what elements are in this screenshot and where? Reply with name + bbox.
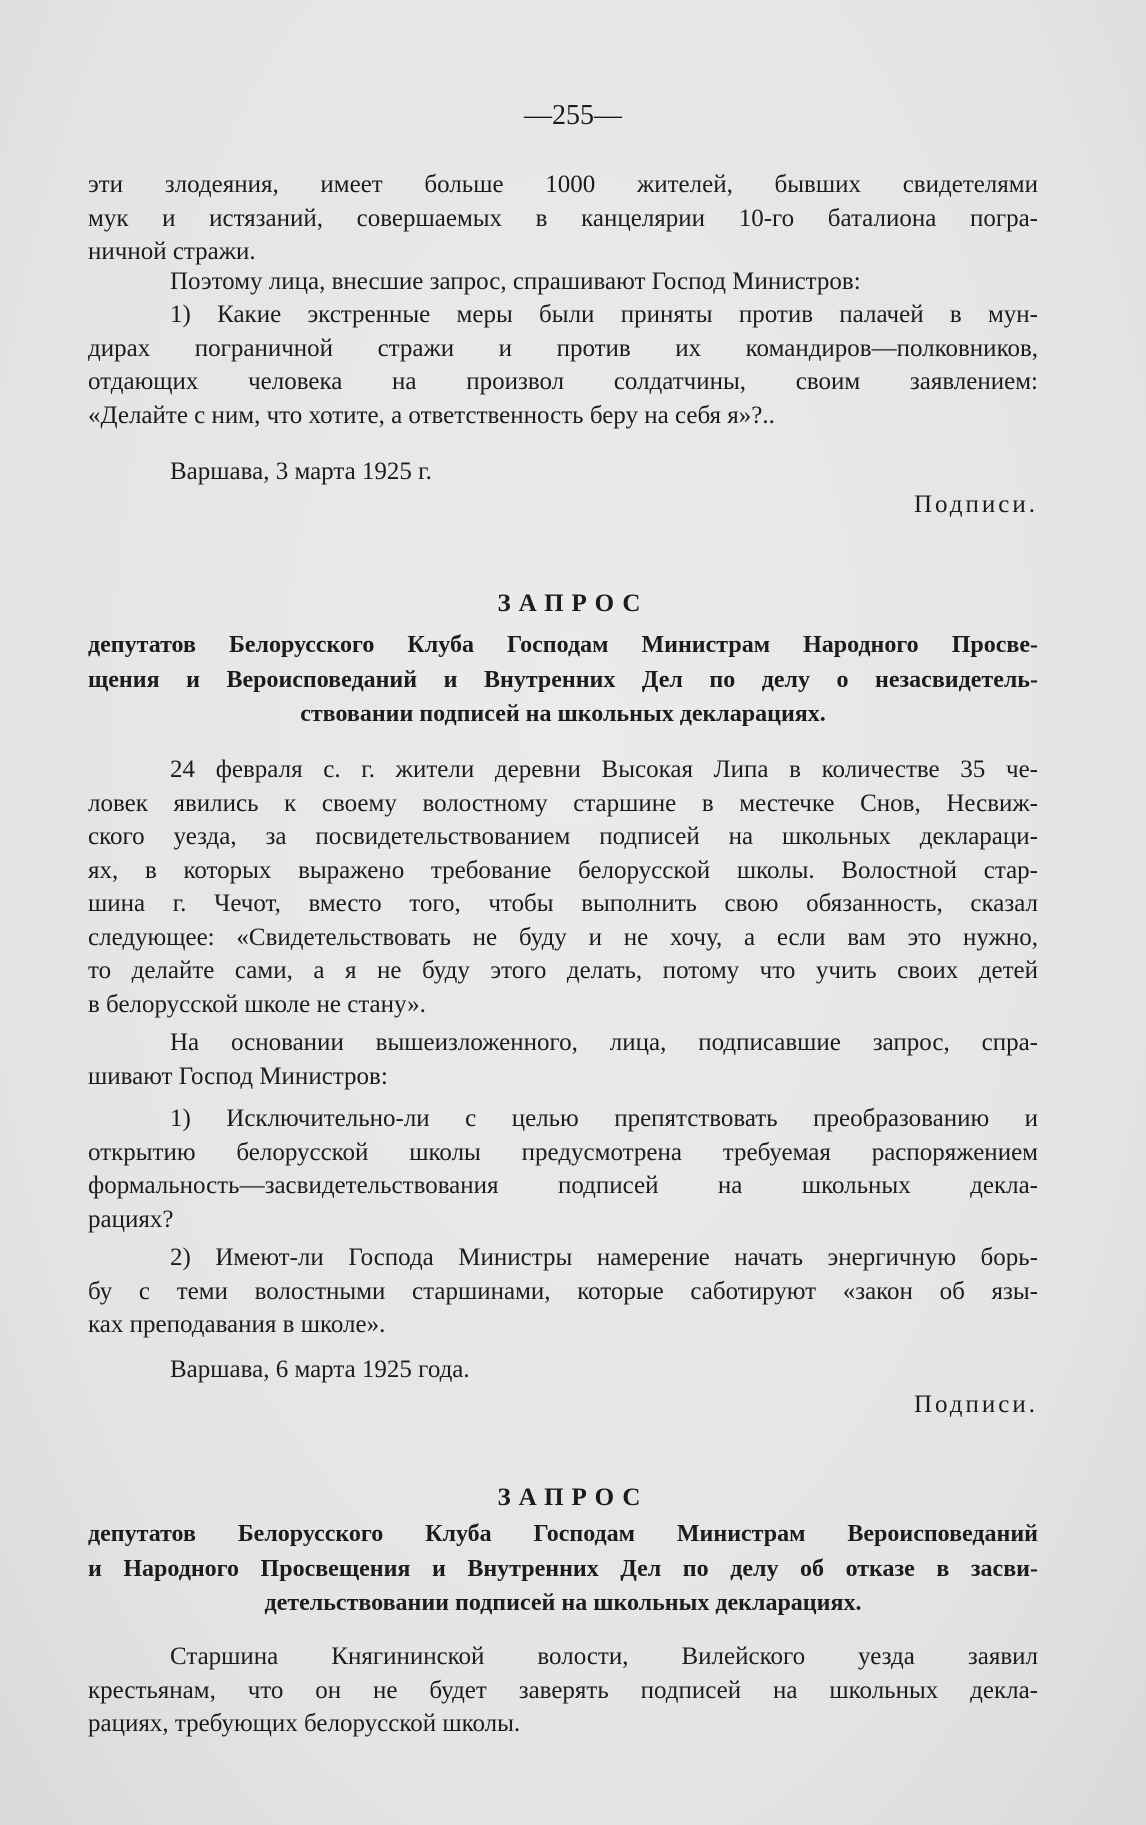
signatures-line	[88, 488, 1038, 522]
text-line: 1) Исключительно-ли с целью препятствовать преобразованию и	[170, 1105, 1038, 1132]
text-line: следующее: «Свидетельствовать не буду и не хочу, а если вам это нужно,	[88, 923, 1038, 951]
text-line: На основании вышеизложенного, лица, подписавшие запрос, спра-	[170, 1029, 1038, 1056]
continuation-paragraph	[88, 168, 1038, 269]
request-intro	[88, 1026, 1038, 1093]
question-item-1	[88, 298, 1038, 432]
signatures-line	[88, 1388, 1038, 1422]
date-line	[88, 1353, 1038, 1387]
date-text: Варшава, 3 марта 1925 г.	[170, 458, 432, 485]
request-heading	[88, 1517, 1038, 1621]
request-question-2	[88, 1241, 1038, 1342]
text-line: эти злодеяния, имеет больше 1000 жителей, бывших свидетелями	[88, 171, 1038, 198]
text-line: ничной стражи.	[88, 238, 256, 265]
text-line: 2) Имеют-ли Господа Министры намерение начать энергичную борь-	[170, 1244, 1038, 1271]
request-title: ЗАПРОС	[497, 1484, 649, 1511]
text-line: открытию белорусской школы предусмотрена требуемая распоряжением	[88, 1138, 1038, 1166]
request-heading	[88, 628, 1038, 732]
text-line: отдающих человека на произвол солдатчины, своим заявлением:	[88, 368, 1038, 395]
text-line: ловек явились к своему волостному старшине в местечке Снов, Несвиж-	[88, 789, 1038, 817]
text-line: в белорусской школе не стану».	[88, 990, 426, 1018]
heading-line: депутатов Белорусского Клуба Господам Министрам Вероисповеданий	[88, 1521, 1038, 1547]
text-line: 24 февраля с. г. жители деревни Высокая Липа в количестве 35 че-	[170, 756, 1038, 783]
text-line: Поэтому лица, внесшие запрос, спрашивают Господ Министров:	[170, 268, 861, 295]
heading-line: и Народного Просвещения и Внутренних Дел по делу об отказе в засви-	[88, 1555, 1038, 1582]
text-line: Старшина Княгининской волости, Вилейского уезда заявил	[170, 1643, 1038, 1670]
signatures-text: Подписи.	[913, 1391, 1038, 1418]
text-line: «Делайте с ним, что хотите, а ответственность беру на себя я»?..	[88, 401, 775, 429]
question-intro	[88, 265, 1038, 299]
signatures-text: Подписи.	[913, 491, 1038, 518]
text-line: ях, в которых выражено требование белорусской школы. Волостной стар-	[88, 856, 1038, 884]
request-question-1	[88, 1102, 1038, 1236]
heading-line: детельствовании подписей на школьных декларациях.	[264, 1590, 862, 1616]
page-number: —255—	[524, 100, 622, 131]
heading-line: депутатов Белорусского Клуба Господам Министрам Народного Просве-	[88, 632, 1038, 658]
text-line: крестьянам, что он не будет заверять подписей на школьных декла-	[88, 1676, 1038, 1704]
text-line: рациях, требующих белорусской школы.	[88, 1710, 521, 1737]
text-line: рациях?	[88, 1205, 174, 1233]
text-line: ках преподавания в школе».	[88, 1311, 386, 1338]
text-line: шивают Господ Министров:	[88, 1062, 388, 1090]
text-line: мук и истязаний, совершаемых в канцелярии 10-го баталиона погра-	[88, 204, 1038, 232]
request-body	[88, 1640, 1038, 1741]
request-title: ЗАПРОС	[497, 590, 649, 617]
text-line: шина г. Чечот, вместо того, чтобы выполнить свою обязанность, сказал	[88, 890, 1038, 917]
text-line: ского уезда, за посвидетельствованием подписей на школьных деклараци-	[88, 823, 1038, 850]
date-text: Варшава, 6 марта 1925 года.	[170, 1356, 470, 1383]
heading-line: щения и Вероисповеданий и Внутренних Дел по делу о незасвидетель-	[88, 666, 1038, 693]
text-line: дирах пограничной стражи и против их командиров—полковников,	[88, 334, 1038, 362]
request-body	[88, 753, 1038, 1021]
text-line: то делайте сами, а я не буду этого делать, потому что учить своих детей	[88, 957, 1038, 984]
heading-line: ствовании подписей на школьных декларациях.	[300, 701, 826, 727]
text-line: 1) Какие экстренные меры были приняты против палачей в мун-	[170, 301, 1038, 328]
text-line: бу с теми волостными старшинами, которые саботируют «закон об язы-	[88, 1277, 1038, 1305]
date-line	[88, 455, 1038, 489]
text-line: формальность—засвидетельствования подписей на школьных декла-	[88, 1172, 1038, 1199]
